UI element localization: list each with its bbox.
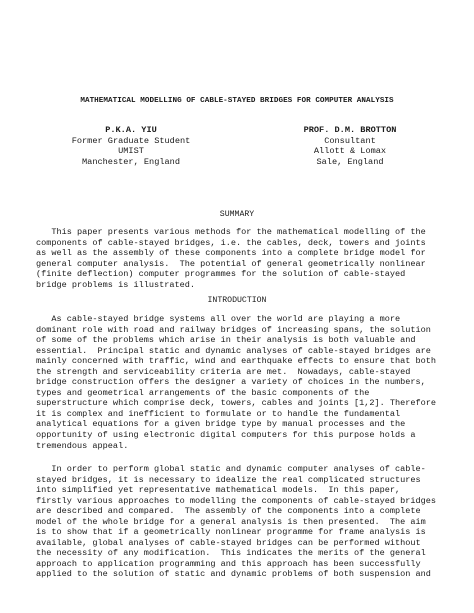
text-line: applied to the solution of static and dynamic problems of both suspension and	[36, 569, 431, 580]
text-line: firstly various approaches to modelling the components of cable-stayed bridges	[36, 495, 437, 506]
author-name: PROF. D.M. BROTTON	[303, 125, 397, 135]
text-line: mainly concerned with traffic, wind and earthquake effects to ensure that both	[36, 356, 437, 367]
text-line: As cable-stayed bridge systems all over the world are playing a more	[36, 314, 401, 324]
text-line: dominant role with road and railway bridges of increasing spans, the solution	[36, 324, 431, 335]
text-line: bridge problems is illustrated.	[36, 279, 195, 290]
author-brotton	[262, 125, 438, 167]
text-line: approach to application programming and this approach has been successfully	[36, 558, 421, 569]
text-line: of some of the problems which arise in their analysis is both valuable and	[36, 335, 416, 346]
text-line: are described and compared. The assembly of the components into a complete	[36, 506, 421, 517]
text-line: it is complex and inefficient to formulate or to handle the fundamental	[36, 408, 401, 419]
text-line: opportunity of using electronic digital computers for this purpose holds a	[36, 430, 416, 441]
text-line: into simplified yet representative mathematical models. In this paper,	[36, 485, 401, 496]
summary-paragraph	[36, 227, 448, 290]
text-line: is to show that if a geometrically nonlinear programme for frame analysis is	[36, 527, 426, 538]
introduction-paragraph-2	[36, 464, 448, 580]
text-line: This paper presents various methods for the mathematical modelling of the	[36, 227, 426, 237]
text-line: model of the whole bridge for a general analysis is then presented. The aim	[36, 516, 426, 527]
author-affiliation-line: UMIST	[118, 146, 144, 157]
text-line: (finite deflection) computer programmes for the solution of cable-stayed	[36, 269, 406, 280]
introduction-paragraph-1	[36, 314, 448, 451]
text-line: stayed bridges, it is necessary to idealize the real complicated structures	[36, 474, 421, 485]
text-line: analytical equations for a given bridge type by manual processes and the	[36, 419, 406, 430]
text-line: as well as the assembly of these components into a complete bridge model for	[36, 248, 426, 259]
summary-heading: SUMMARY	[219, 210, 255, 219]
text-line: the strength and serviceability criteria are met. Nowadays, cable-stayed	[36, 366, 411, 377]
text-line: essential. Principal static and dynamic analyses of cable-stayed bridges are	[36, 345, 431, 356]
author-affiliation-line: Former Graduate Student	[71, 135, 191, 146]
author-affiliation-line: Sale, England	[316, 156, 384, 167]
author-affiliation-line: Allott & Lomax	[313, 146, 387, 157]
author-yiu	[36, 125, 226, 167]
text-line: the necessity of any modification. This indicates the merits of the general	[36, 548, 426, 559]
paper-title: MATHEMATICAL MODELLING OF CABLE-STAYED BRIDGES FOR COMPUTER ANALYSIS	[80, 97, 394, 105]
text-line: components of cable-stayed bridges, i.e. the cables, deck, towers and joints	[36, 237, 426, 248]
text-line: In order to perform global static and dynamic computer analyses of cable-	[36, 464, 426, 474]
author-affiliation-line: Consultant	[324, 135, 376, 146]
text-line: bridge construction offers the designer a variety of choices in the numbers,	[36, 377, 426, 388]
text-line: available, global analyses of cable-stayed bridges can be performed without	[36, 537, 421, 548]
text-line: superstructure which comprise deck, towers, cables and joints [1,2]. Therefore	[36, 398, 437, 409]
text-line: general computer analysis. The potential of general geometrically nonlinear	[36, 258, 426, 269]
author-affiliation-line: Manchester, England	[82, 156, 180, 167]
text-line: types and geometrical arrangements of the basic components of the	[36, 387, 370, 398]
introduction-heading: INTRODUCTION	[207, 296, 267, 305]
text-line: tremendous appeal.	[36, 440, 129, 451]
author-name: P.K.A. YIU	[105, 125, 157, 135]
